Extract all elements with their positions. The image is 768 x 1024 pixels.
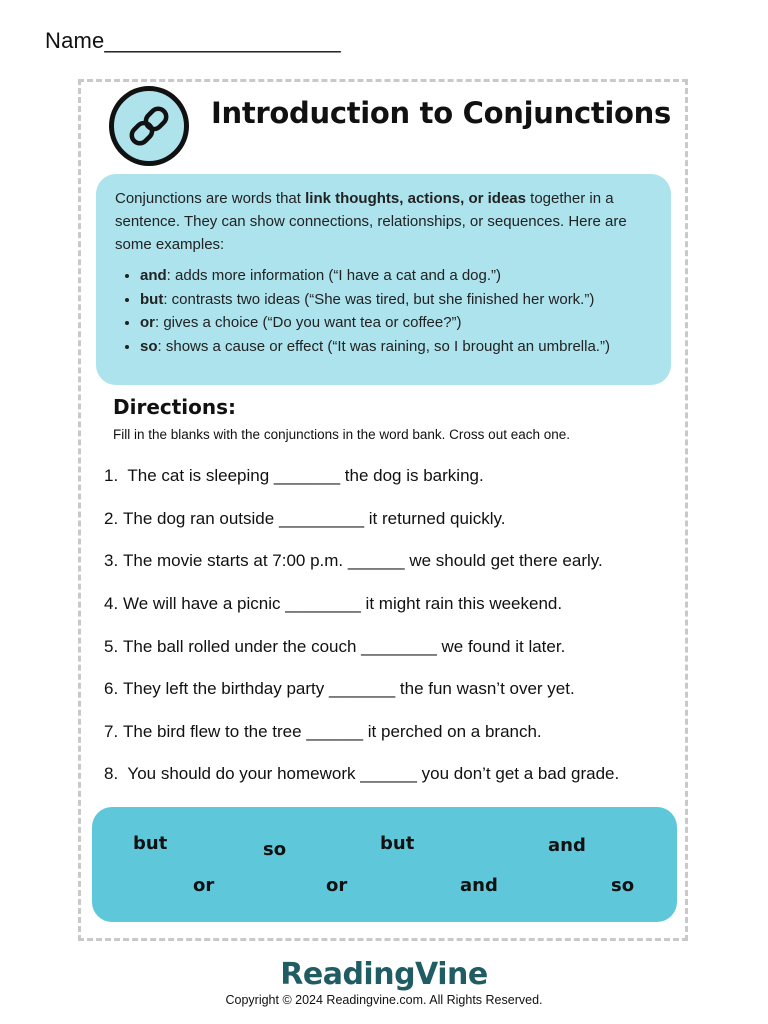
example-item <box>140 288 651 312</box>
word-bank-word[interactable]: or <box>193 875 215 896</box>
link-chain-icon <box>109 86 189 166</box>
question-item <box>104 679 575 699</box>
question-item <box>104 764 619 784</box>
word-bank-word[interactable]: and <box>548 835 586 856</box>
example-desc: : adds more information (“I have a cat and a dog.”) <box>166 267 502 284</box>
example-desc: : gives a choice (“Do you want tea or coffee?”) <box>155 314 462 331</box>
intro-text-prefix: Conjunctions are words that <box>115 190 306 207</box>
directions-text: Fill in the blanks with the conjunctions in the word bank. Cross out each one. <box>113 427 571 442</box>
question-text: They left the birthday party _______ the fun wasn’t over yet. <box>123 679 575 698</box>
example-item <box>140 311 651 335</box>
question-text: The ball rolled under the couch ________ we found it later. <box>123 637 566 656</box>
intro-text-bold: link thoughts, actions, or ideas <box>305 190 526 207</box>
question-number: 1. <box>104 466 119 485</box>
question-item <box>104 466 484 486</box>
name-field-label: Name___________________ <box>45 28 341 53</box>
question-text: The movie starts at 7:00 p.m. ______ we should get there early. <box>123 551 603 570</box>
page-title: Introduction to Conjunctions <box>211 96 671 130</box>
question-number: 4. <box>104 594 119 613</box>
question-number: 7. <box>104 722 119 741</box>
example-word: but <box>140 290 164 308</box>
example-word: and <box>140 267 167 284</box>
example-word: so <box>140 337 158 355</box>
question-number: 5. <box>104 637 119 656</box>
example-item <box>140 264 651 288</box>
directions-heading: Directions: <box>113 395 237 419</box>
question-text: We will have a picnic ________ it might rain this weekend. <box>123 594 563 613</box>
example-word: or <box>140 314 155 331</box>
word-bank-word[interactable]: or <box>326 875 348 896</box>
question-number: 8. <box>104 764 119 783</box>
question-text: The cat is sleeping _______ the dog is barking. <box>123 466 484 485</box>
copyright-text: Copyright © 2024 Readingvine.com. All Rights Reserved. <box>225 993 543 1007</box>
word-bank-word[interactable]: but <box>133 833 168 854</box>
intro-text-suffix: together in a sentence. They can show connections, relationships, or sequences. Here are some examples: <box>115 190 627 253</box>
question-text: The bird flew to the tree ______ it perched on a branch. <box>123 722 542 741</box>
intro-box <box>96 174 671 385</box>
word-bank-word[interactable]: and <box>460 875 498 896</box>
examples-list <box>115 264 651 358</box>
question-item <box>104 509 505 529</box>
word-bank-word[interactable]: but <box>380 833 415 854</box>
question-number: 3. <box>104 551 119 570</box>
example-desc: : contrasts two ideas (“She was tired, but she finished her work.”) <box>163 290 595 308</box>
question-item <box>104 594 562 614</box>
word-bank <box>92 807 677 922</box>
question-number: 6. <box>104 679 119 698</box>
word-bank-word[interactable]: so <box>611 875 635 896</box>
question-item <box>104 637 565 657</box>
question-number: 2. <box>104 509 119 528</box>
question-item <box>104 551 603 571</box>
question-text: You should do your homework ______ you don’t get a bad grade. <box>123 764 620 783</box>
example-desc: : shows a cause or effect (“It was raining, so I brought an umbrella.”) <box>157 337 610 355</box>
brand-logo: ReadingVine <box>280 957 488 992</box>
example-item <box>140 335 651 359</box>
question-text: The dog ran outside _________ it returned quickly. <box>123 509 506 528</box>
word-bank-word[interactable]: so <box>263 839 287 860</box>
intro-paragraph <box>115 187 651 256</box>
question-item <box>104 722 542 742</box>
